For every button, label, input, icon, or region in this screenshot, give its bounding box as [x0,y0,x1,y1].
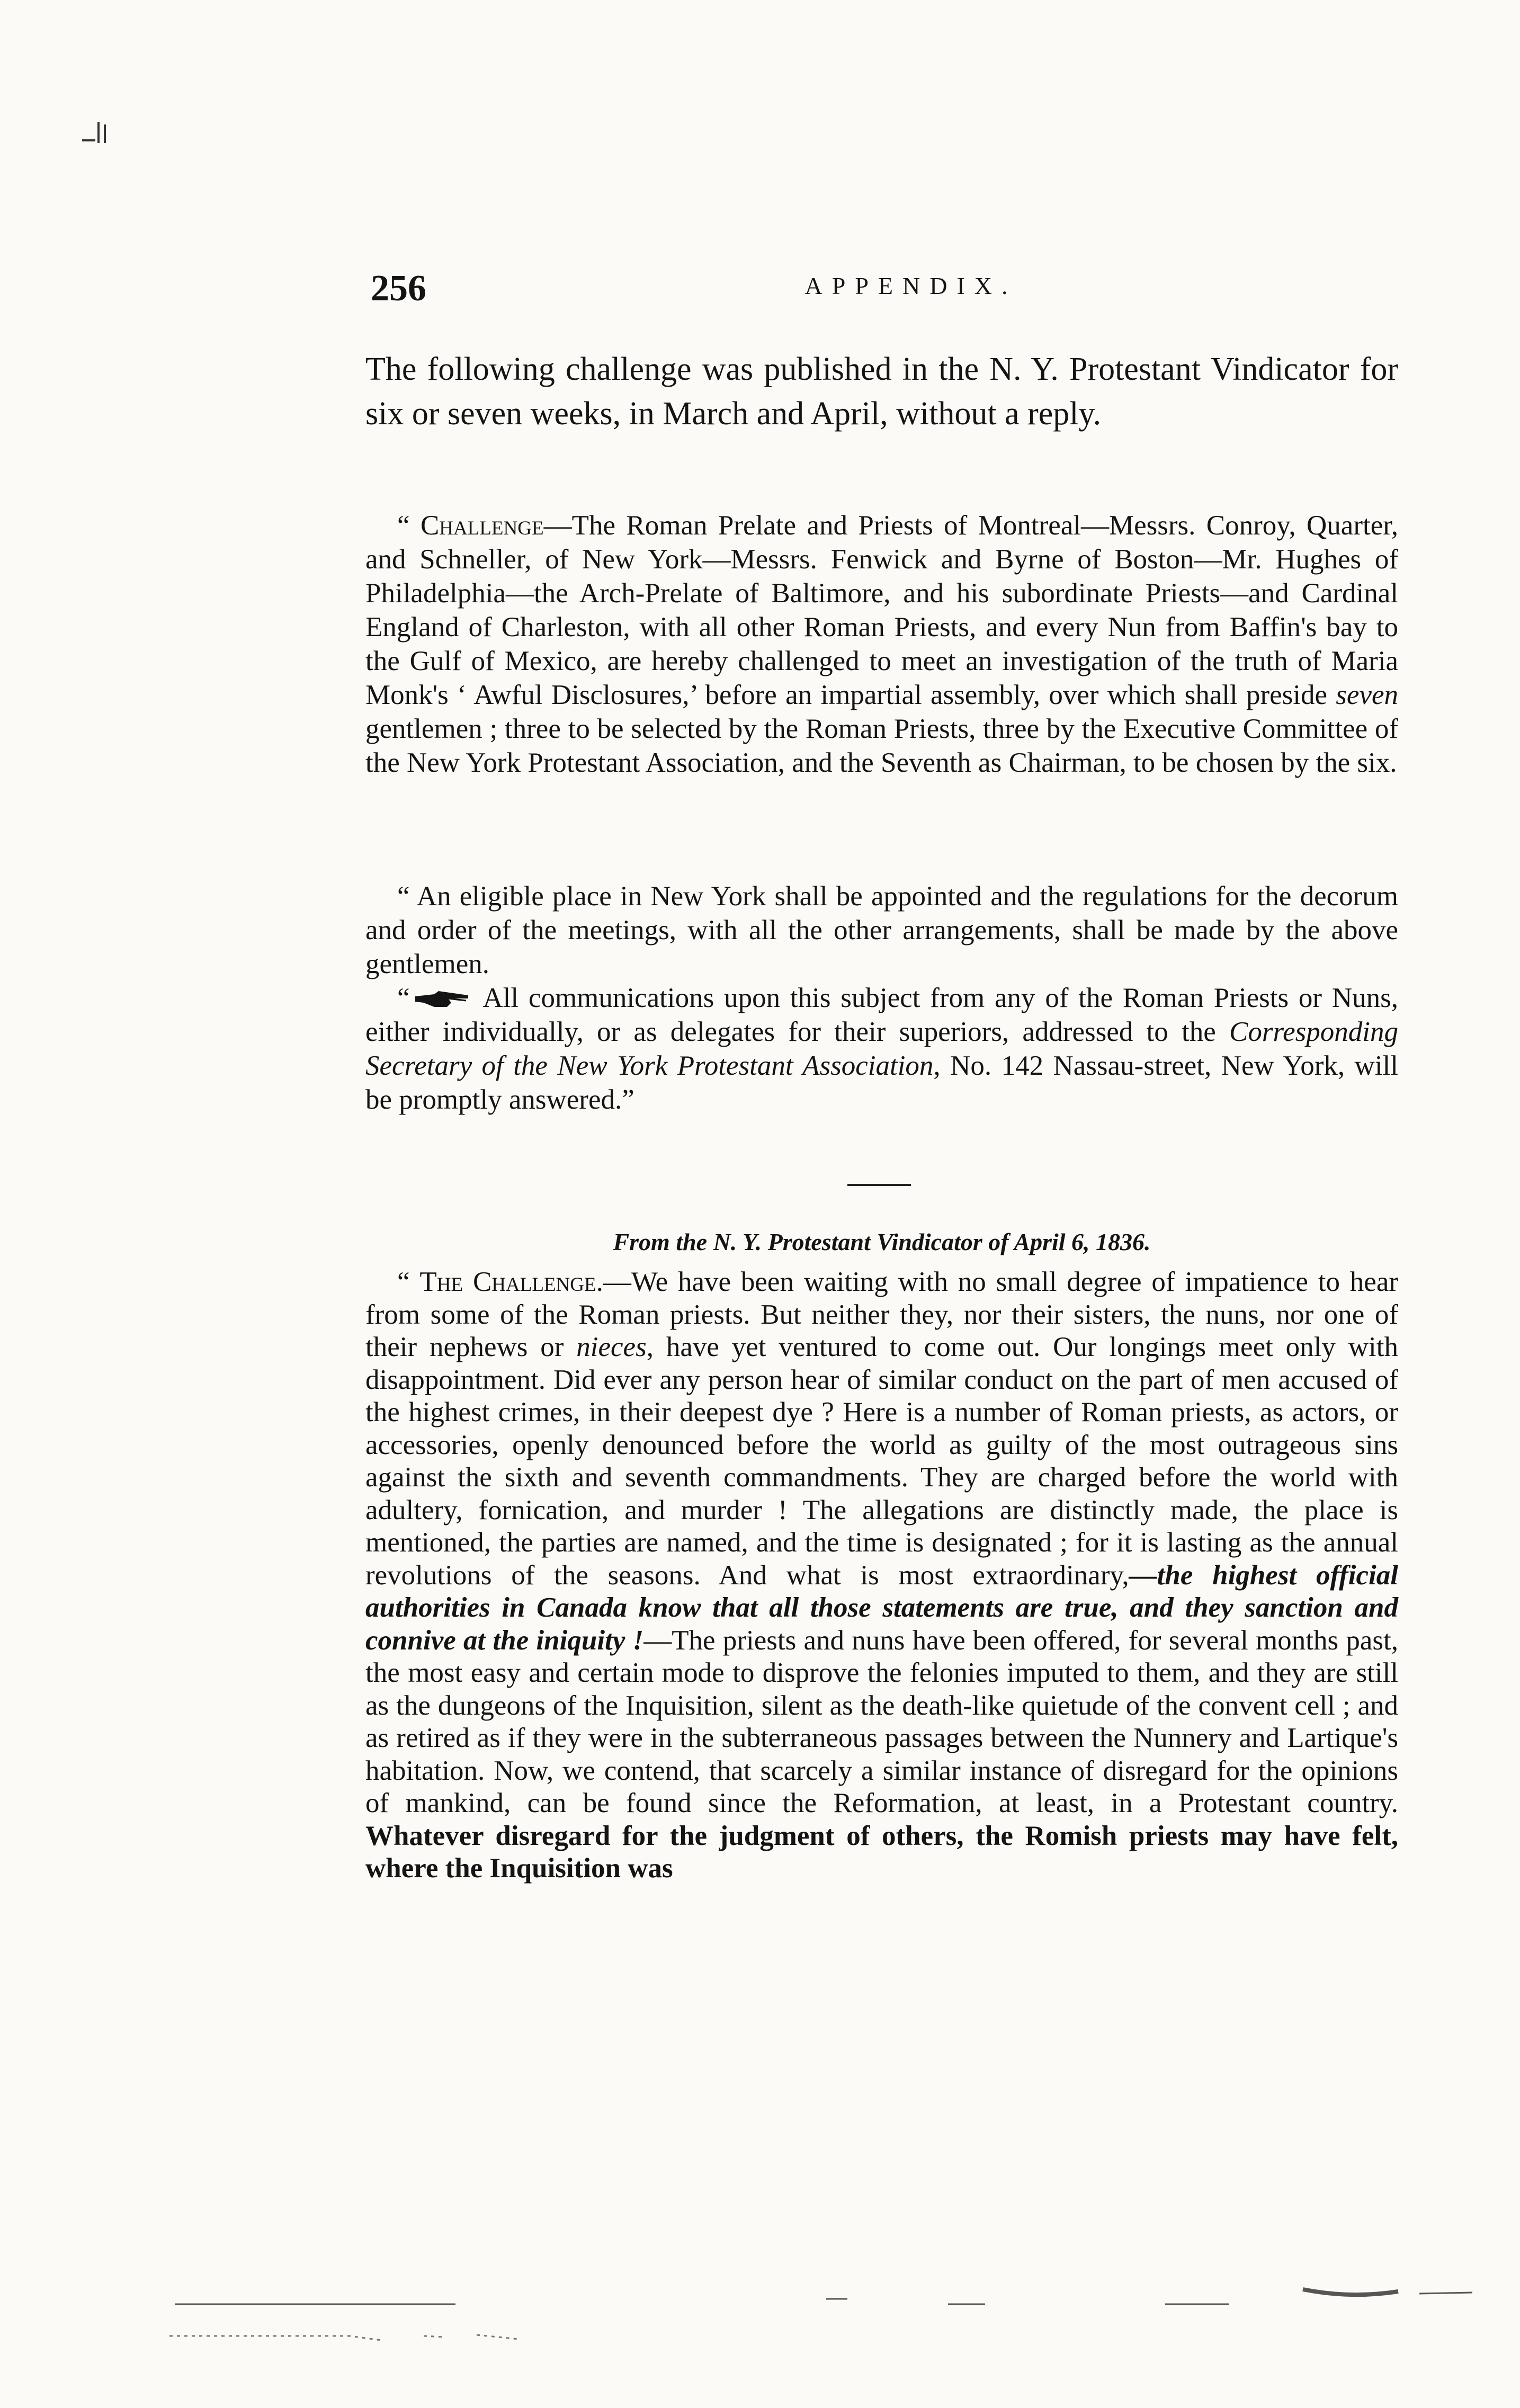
open-quote: “ [397,1267,420,1297]
running-head: APPENDIX. [804,272,1017,299]
challenge-heading: Challenge [420,510,544,541]
manicule-icon [413,989,471,1010]
page-number: 256 [371,268,426,309]
section-divider [847,1184,911,1186]
challenge-text-end: , No. 142 Nassau-street, New York, will be promptly answered.” [365,1050,1398,1115]
nieces-emphasis: nieces [576,1332,647,1362]
article-paragraph [365,1266,1398,1885]
scan-mark-top-left [79,114,117,151]
open-quote: “ [397,510,421,541]
article-text: —The priests and nuns have been offered, for several months past, the most easy and certain mode to disprove the felonies imputed to them, and they are still as the dungeons of the Inquisition, silent as the death-like quietude of the convent cell ; and as retired as if they were in the subterraneous passages between the Nunnery and Lartique's habitation. Now, we contend, that scarcely a similar instance of disregard for the opinions of mankind, can be found since the Reformation, at least, in a Protestant country. [365,1625,1398,1818]
source-citation: From the N. Y. Protestant Vindicator of April 6, 1836. [613,1228,1151,1255]
challenge-paragraph-2: “ An eligible place in New York shall be appointed and the regulations for the decorum and order of the meetings, with all the other arrangements, shall be made by the above gentlemen. [365,881,1398,979]
open-quote: “ [397,983,410,1013]
challenge-text: —The Roman Prelate and Priests of Montreal—Messrs. Conroy, Quarter, and Schneller, of New York—Messrs. Fenwick and Byrne of Boston—Mr. Hughes of Philadelphia—the Arch-Prelate of Baltimore, and his subordinate Priests—and Cardinal England of Charleston, with all other Roman Priests, and every Nun from Baffin's bay to the Gulf of Mexico, are hereby challenged to meet an investigation of the truth of Maria Monk's ‘ Awful Disclosures,’ before an impartial assembly, over which shall preside [365,510,1398,710]
challenge-paragraph-3 [365,981,1398,1117]
article-heading: The Challenge [419,1267,596,1297]
challenge-text: All communications upon this subject from any of the Roman Priests or Nuns, either individually, or as delegates for their superiors, addressed to the [365,983,1398,1047]
seven-emphasis: seven [1336,680,1398,710]
scan-mark-bottom-edge [159,2278,1483,2362]
article-text-bold: Whatever disregard for the judgment of others, the Romish priests may have felt, where the Inquisition was [365,1820,1398,1884]
article-text: , have yet ventured to come out. Our longings meet only with disappointment. Did ever any person hear of similar conduct on the part of men accused of the highest crimes, in their deepest dye ? Here is a number of Roman priests, as actors, or accessories, openly denounced before the world as guilty of the most outrageous sins against the sixth and seventh commandments. They are charged before the world with adultery, fornication, and murder ! The allegations are distinctly made, the place is mentioned, the parties are named, and the time is designated ; for it is lasting as the annual revolutions of the seasons. And what is most extraordinary, [365,1332,1398,1591]
challenge-paragraph-1 [365,509,1398,780]
article-emphasis: —the highest official authorities in Canada know that all those statements are true, and they sanction and connive at the iniquity ! [365,1559,1398,1656]
challenge-text-end: gentlemen ; three to be selected by the Roman Priests, three by the Executive Committee of the New York Protestant Association, and the Seventh as Chairman, to be chosen by the six. [365,714,1398,778]
article-text: .—We have been waiting with no small degree of impatience to hear from some of the Roman priests. But neither they, nor their sisters, the nuns, nor one of their nephews or [365,1267,1398,1362]
page-header [371,267,1393,315]
association-name: Corresponding Secretary of the New York Protestant Association [365,1016,1398,1081]
intro-paragraph: The following challenge was published in the N. Y. Protestant Vindicator for six or seven weeks, in March and April, without a reply. [365,351,1398,432]
